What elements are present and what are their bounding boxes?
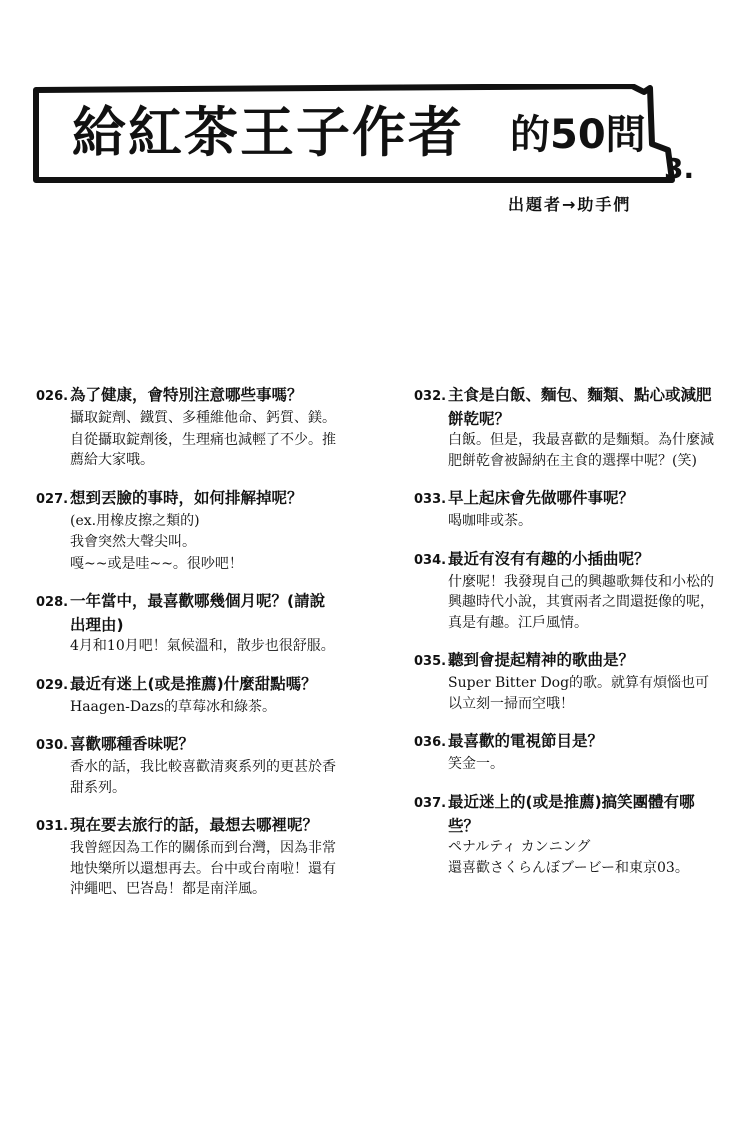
answer-line: Haagen-Dazs的草莓冰和綠茶。 [70, 698, 277, 715]
question-text: 最喜歡的電視節目是？ [448, 732, 604, 750]
answer-line: 什麼呢！我發現自己的興趣歌舞伎和小松的興趣時代小說，其實兩者之間還挺像的呢，真是有趣。江戶風情。 [448, 573, 714, 631]
question-number: 029. [36, 677, 69, 693]
question-number: 034. [414, 552, 447, 568]
part-number: 3. [664, 152, 695, 185]
question [36, 673, 336, 697]
answer-line: ペナルティ カンニング [448, 838, 591, 855]
question-text: 一年當中，最喜歡哪幾個月呢？(請說出理由) [70, 592, 326, 634]
question-text: 最近有迷上(或是推薦)什麼甜點嗎？ [70, 674, 317, 693]
answer-line: Super Bitter Dog的歌。就算有煩惱也可以立刻一掃而空哦！ [448, 675, 710, 712]
answer [414, 837, 714, 879]
title-box [32, 84, 696, 184]
answer-line: (ex.用橡皮擦之類的) [70, 512, 200, 529]
question-number: 035. [414, 654, 447, 669]
answer [414, 572, 714, 634]
answer-line: 4月和10月吧！氣候溫和，散步也很舒服。 [70, 638, 335, 654]
question-number: 036. [414, 735, 447, 750]
question [414, 791, 714, 837]
question [414, 649, 714, 673]
question-text: 主食是白飯、麵包、麵類、點心或減肥餅乾呢？ [448, 386, 712, 428]
question-text: 聽到會提起精神的歌曲是？ [448, 651, 635, 669]
question [414, 487, 714, 511]
question-number: 027. [36, 491, 69, 507]
question-text: 喜歡哪種香味呢？ [70, 735, 195, 753]
qa-item [414, 791, 714, 879]
question-number: 028. [36, 595, 69, 610]
answer-line: 我會突然大聲尖叫。 [70, 534, 196, 550]
answer-line: 香水的話，我比較喜歡清爽系列的更甚於香甜系列。 [70, 759, 336, 796]
question-text: 最近有沒有有趣的小插曲呢？ [448, 549, 650, 568]
answer [36, 838, 336, 900]
question [414, 384, 714, 430]
qa-item [36, 384, 336, 471]
question [36, 487, 336, 511]
answer-line: 白飯。但是，我最喜歡的是麵類。為什麼減肥餅乾會被歸納在主食的選擇中呢？(笑) [448, 432, 714, 469]
byline: 出題者→助手們 [508, 195, 632, 214]
question-number: 026. [36, 389, 69, 404]
qa-item [414, 487, 714, 532]
qa-item [414, 730, 714, 775]
answer-line: 攝取錠劑、鐵質、多種維他命、鈣質、鎂。 [70, 410, 336, 426]
answer-line: 喝咖啡或茶。 [448, 513, 532, 529]
answer-line: 我曾經因為工作的關係而到台灣，因為非常地快樂所以還想再去。台中或台南啦！還有沖繩吧、巴峇島！都是南洋風。 [70, 840, 336, 897]
answer-line: 笑金一。 [448, 756, 504, 772]
left-column [36, 384, 336, 916]
qa-item [414, 649, 714, 714]
question-text: 為了健康，會特別注意哪些事嗎？ [70, 386, 303, 404]
answer [36, 511, 336, 575]
question-number: 037. [414, 795, 447, 811]
answer [36, 408, 336, 471]
qa-item [414, 548, 714, 634]
question [36, 814, 336, 838]
qa-item [414, 384, 714, 471]
question [414, 548, 714, 572]
question [36, 733, 336, 757]
question-text: 現在要去旅行的話，最想去哪裡呢？ [70, 816, 319, 834]
answer-line: 自從攝取錠劑後，生理痛也減輕了不少。推薦給大家哦。 [70, 431, 336, 468]
right-column [414, 384, 714, 895]
question-number: 030. [36, 738, 69, 753]
question-text: 最近迷上的(或是推薦)搞笑團體有哪些？ [448, 792, 695, 835]
qa-item [36, 487, 336, 575]
answer-line: 嘎~~或是哇~~。很吵吧！ [70, 555, 243, 572]
answer [414, 754, 714, 775]
answer [36, 757, 336, 798]
qa-item [36, 814, 336, 900]
question [36, 384, 336, 408]
question [36, 590, 336, 636]
question [414, 730, 714, 754]
qa-item [36, 733, 336, 798]
answer [414, 511, 714, 532]
answer [414, 673, 714, 714]
answer-line: 還喜歡さくらんぼブービー和東京03。 [448, 860, 689, 876]
question-number: 033. [414, 492, 447, 507]
answer [36, 697, 336, 718]
question-text: 想到丟臉的事時，如何排解掉呢？ [70, 488, 303, 507]
qa-item [36, 590, 336, 657]
page-title: 給紅茶王子作者 [72, 101, 464, 164]
qa-item [36, 673, 336, 718]
question-text: 早上起床會先做哪件事呢？ [448, 489, 635, 507]
answer [36, 636, 336, 657]
page-title-suffix: 的50問 [510, 112, 646, 158]
answer [414, 430, 714, 471]
question-number: 031. [36, 819, 69, 834]
question-number: 032. [414, 389, 447, 404]
